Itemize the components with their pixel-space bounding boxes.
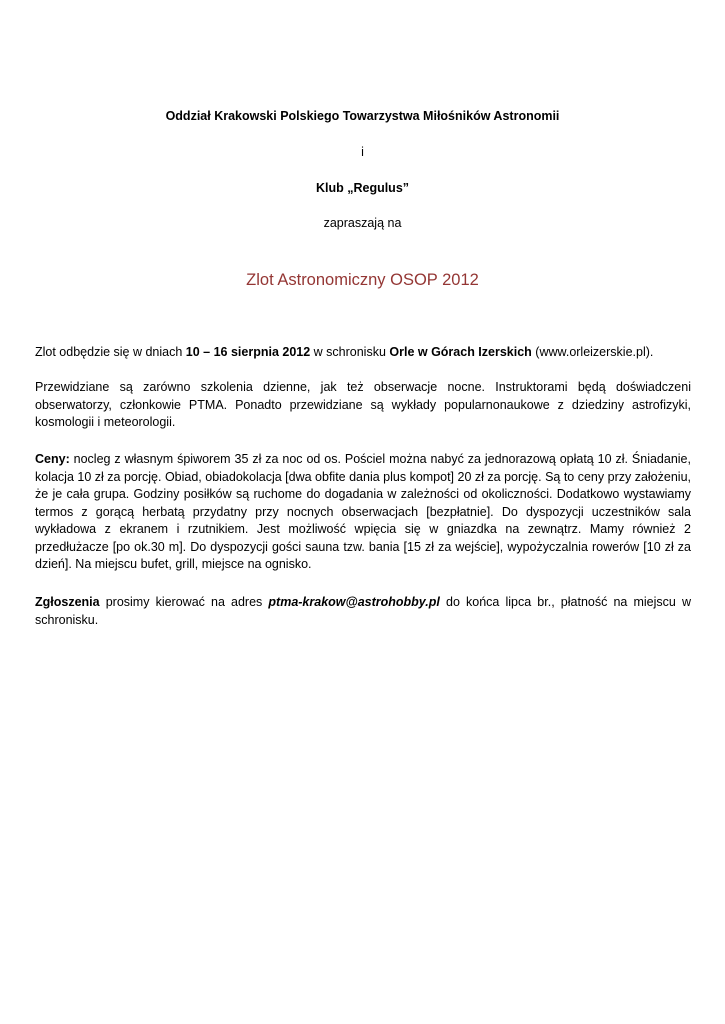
event-title: Zlot Astronomiczny OSOP 2012 xyxy=(246,271,479,289)
paragraph-program: Przewidziane są zarówno szkolenia dzienne, jak też obserwacje nocne. Instruktorami będą doświadczeni obserwatorzy, członkowie PTMA. Ponadto przewidziane są wykłady popularnonaukowe z dziedziny astrofizyki, kosmologii i meteorologii. xyxy=(35,380,691,429)
event-website: (www.orleizerskie.pl). xyxy=(531,345,654,359)
event-place: Orle w Górach Izerskich xyxy=(389,345,532,359)
prices-label: Ceny: xyxy=(35,452,70,466)
event-dates: 10 – 16 sierpnia 2012 xyxy=(185,345,311,359)
contact-email: ptma-krakow@astrohobby.pl xyxy=(268,595,440,609)
paragraph-registration xyxy=(35,594,691,629)
registration-text-1: prosimy kierować na adres xyxy=(99,595,269,609)
paragraph-prices xyxy=(35,451,691,574)
organization-name: Oddział Krakowski Polskiego Towarzystwa Miłośników Astronomii xyxy=(165,109,560,123)
invite-text: zapraszają na xyxy=(323,216,402,230)
registration-text-2: do końca lipca br., płatność na miejscu w schronisku. xyxy=(35,595,691,627)
dates-mid: w schronisku xyxy=(310,345,390,359)
paragraph-dates xyxy=(35,344,691,362)
registration-label: Zgłoszenia xyxy=(35,595,100,609)
club-name: Klub „Regulus” xyxy=(315,181,410,195)
conjunction: i xyxy=(361,145,364,159)
prices-text: nocleg z własnym śpiworem 35 zł za noc od os. Pościel można nabyć za jednorazową opłatą 10 zł. Śniadanie, kolacja 10 zł za porcję. Obiad, obiadokolacja [dwa obfite dania plus kompot] 20 zł za porcję. Są to ceny przy założeniu, że je cała grupa. Godziny posiłków są ruchome do dogadania w zależności od okoliczności. Dodatkowo wystawiamy termos z gorącą herbatą przydatny przy nocnych obserwacjach [bezpłatnie]. Do dyspozycji uczestników sala wykładowa z ekranem i rzutnikiem. Jest możliwość wpięcia się w gniazdka na zewnątrz. Mamy również 2 przedłużacze [po ok.30 m]. Do dyspozycji gości sauna tzw. bania [15 zł za wejście], wypożyczalnia rowerów [10 zł za dzień]. Na miejscu bufet, grill, miejsce na ognisko. xyxy=(35,452,691,571)
dates-intro: Zlot odbędzie się w dniach xyxy=(35,345,186,359)
